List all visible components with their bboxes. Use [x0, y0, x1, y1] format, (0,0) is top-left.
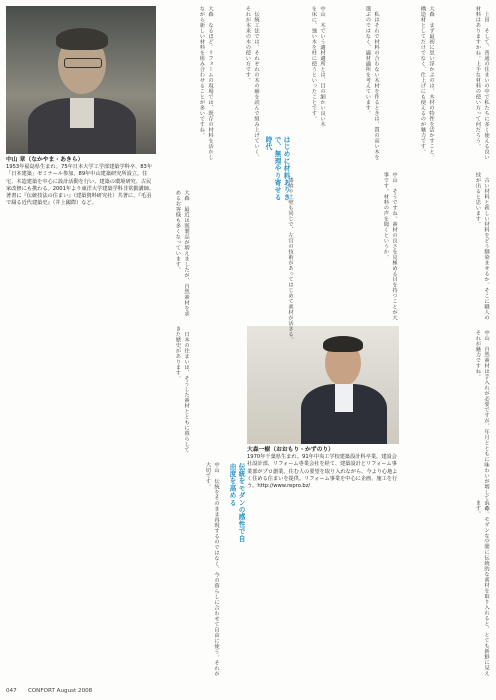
text-column: 大森 最近は既製品が増えましたが、自然素材を求めるお客様も多くなっています。 [174, 190, 189, 317]
text-column: 大森 モダンな空間に伝統的な素材を取り入れると、とても新鮮に見えます。 [474, 500, 489, 676]
omori-name: 大森一樹（おおもり・かずのり） [247, 447, 334, 453]
text-column: 大森 まず最初に思い浮かぶのは、木材の特性を活かすこと。構造材としてだけでなく、仕上げにも使えるのが魅力です。 [419, 6, 434, 160]
omori-shirt [335, 384, 353, 412]
nakayama-name: 中山 章（なかやま・あきら） [6, 157, 84, 163]
omori-caption [247, 447, 399, 490]
text-column: 漆喰や土壁も同じで、左官の技術があってはじめて素材が活きる。 [287, 172, 293, 343]
callout-heading-1: はじめに材料ありきで、無理やり寄せる時代 [264, 136, 290, 201]
nakayama-bio: 1953年福島県生まれ。75年日本大学工学部建築学科卒、83年「日本建築」ゼミナール参加、89年中山建築研究所設立。住宅、木造建築を中心に設計活動を行い、建築の環境研究、古民家改修にも携わる。2001年より東洋大学建築学科非常勤講師。著書に『伝統技法の住まい』（建築資料研究社）共著に、『毛羽で綴る近代建築史』（井上國際）など。 [6, 164, 155, 207]
nakayama-portrait-photo [6, 6, 156, 154]
nakayama-hair [56, 28, 108, 50]
page-footer: 047 CONFORT August 2008 [6, 688, 93, 694]
text-column: 私はそれで材料の合わない木材を作るときは、質の高い木を選ぶのではなく、適材適所を考えています。 [364, 6, 379, 160]
nakayama-shirt [70, 98, 94, 128]
text-column: 中山 そうですね。素材の良さを見極める目を持つことが大事です。材料の声を聞くというか。 [382, 172, 397, 321]
text-column: 上田 そして、普通の住まいの中で私たちに多く使える良い材料はありますかね。上手な材料の使い方って何だろう。 [474, 6, 489, 160]
text-column: 中山 自然素材は手入れが必要ですが、年月とともに味わいが増していく。それが魅力ですね。 [474, 330, 489, 517]
text-column: 中山 伝統をそのまま再現するのではなく、今の暮らしに合わせて自由に使う。それが大切です。 [204, 462, 219, 677]
text-column: 古い材料と新しい材料をどう馴染ませるか。そこに職人の技が出ると思います。 [474, 172, 489, 321]
nakayama-glasses [64, 58, 102, 68]
callout-heading-2: 伝統をモダンの感性で自由度を高める [228, 463, 245, 543]
omori-bio: 1970年千葉県生まれ。91年中央工学校建築設計科卒業。建設会社設計部、リフォーム専業会社を経て、建築設計とリフォーム事業部がプロ創業。住む人の要望を取り入れながら、今より心地よく住める住まいを提供。リフォーム事業を中心に企画、施工を行う。http://www.repro.bz/ [247, 454, 398, 490]
text-column: 伝統工法では、それぞれの木の癖を読んで組み上げていく。それが本来の木の使い方です。 [244, 6, 259, 160]
omori-hair [323, 336, 363, 352]
text-column: 中山 木でいう適材適所とは、目の細かい良い木を床に、強い木を柱に使うといったことです。 [310, 6, 325, 127]
text-column: 日本の住まいは、そうした素材とともに暮らしてきた歴史があります。 [174, 326, 189, 453]
text-column: 大森 なるほど。リフォームの現場では、既存の材料を活かしながら新しい材料を組み合わせることが多いですね。 [198, 6, 213, 160]
